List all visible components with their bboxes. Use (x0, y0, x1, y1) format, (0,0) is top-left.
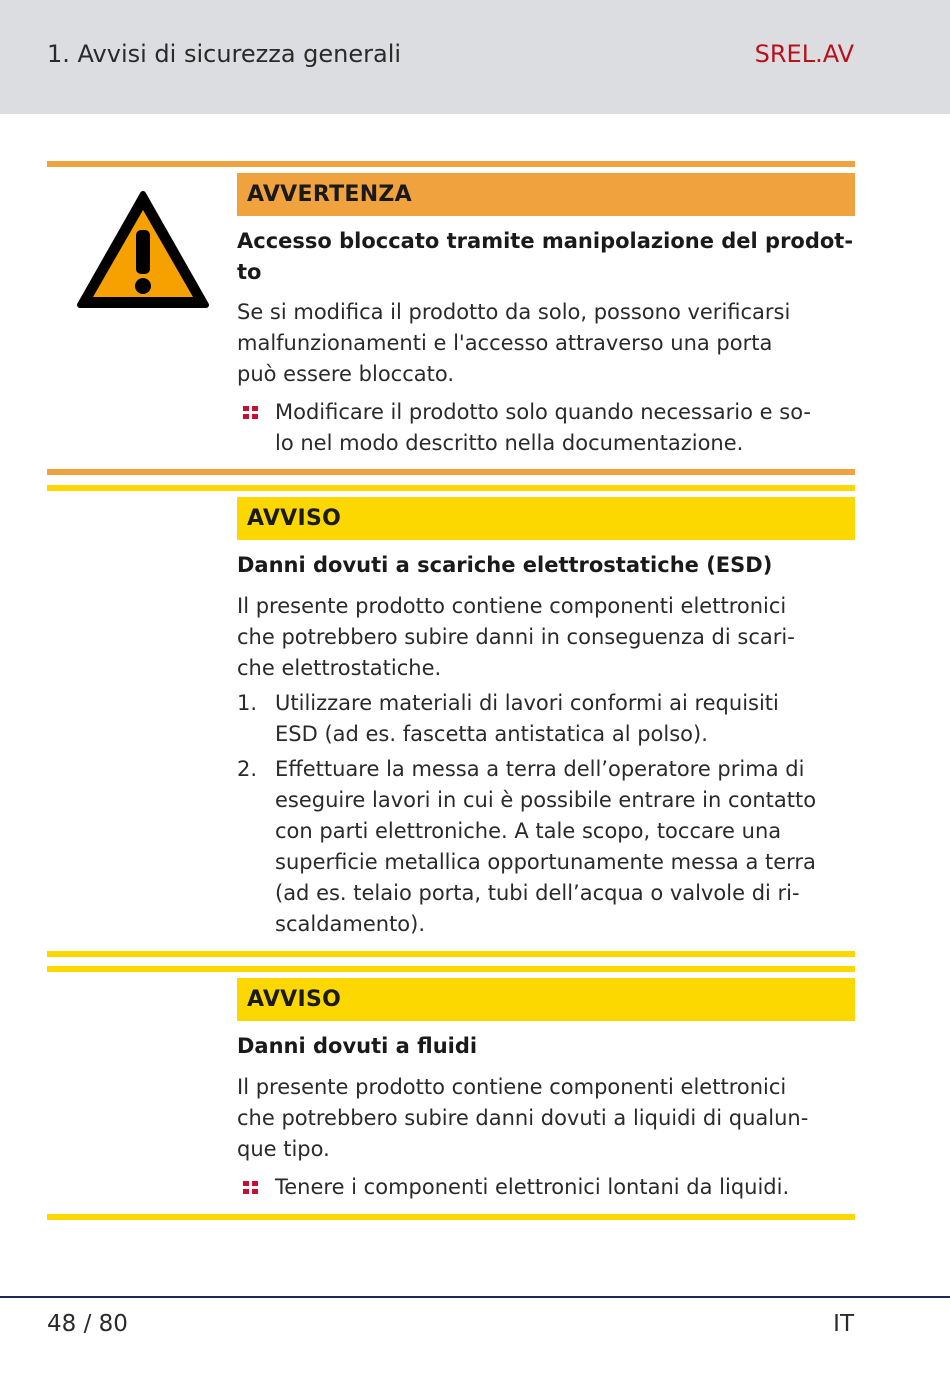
notice-bottom-rule (47, 951, 855, 957)
list-item: Modificare il prodotto solo quando necessario e so- lo nel modo descritto nella documentazione. (237, 397, 855, 459)
list-number: 1. (237, 691, 258, 715)
bullet-icon (243, 1181, 259, 1195)
language-code: IT (833, 1311, 854, 1337)
warning-body: Se si modifica il prodotto da solo, possono verificarsi malfunzionamenti e l'accesso attraverso una porta può essere bloccato. (237, 300, 791, 386)
notice-bottom-rule (47, 1214, 855, 1220)
footer-divider (0, 1296, 950, 1298)
page-number: 48 / 80 (47, 1311, 128, 1337)
warning-bottom-rule (47, 469, 855, 475)
section-title: 1. Avvisi di sicurezza generali (47, 40, 402, 68)
list-item: 2. Effettuare la messa a terra dell’operatore prima di eseguire lavori in cui è possibile entrare in contatto con parti elettroniche. A tale scopo, toccare una superficie metallica opportunamente messa a terra (ad es. telaio porta, tubi dell’acqua o valvole di ri- scaldamento). (237, 754, 855, 940)
notice-top-rule (47, 966, 855, 972)
warning-top-rule (47, 161, 855, 167)
notice-level-bar: AVVISO (237, 978, 855, 1021)
list-item: 1. Utilizzare materiali di lavori conformi ai requisiti ESD (ad es. fascetta antistatica al polso). (237, 688, 855, 750)
notice-body: Il presente prodotto contiene componenti elettronici che potrebbero subire danni dovuti a liquidi di qualun- que tipo. (237, 1075, 809, 1161)
warning-level-bar: AVVERTENZA (237, 173, 855, 216)
notice-top-rule (47, 485, 855, 491)
page-header (0, 0, 950, 114)
list-item: Tenere i componenti elettronici lontani da liquidi. (237, 1172, 855, 1203)
notice-level-bar: AVVISO (237, 497, 855, 540)
notice-title: Danni dovuti a scariche elettrostatiche (ESD) (237, 553, 773, 577)
warning-title: Accesso bloccato tramite manipolazione del prodot- to (237, 229, 854, 284)
list-number: 2. (237, 757, 258, 781)
warning-triangle-icon (76, 190, 210, 310)
bullet-icon (243, 406, 259, 420)
brand-label: SREL.AV (754, 40, 854, 68)
notice-title: Danni dovuti a fluidi (237, 1034, 478, 1058)
notice-body: Il presente prodotto contiene componenti elettronici che potrebbero subire danni in conseguenza di scari- che elettrostatiche. (237, 594, 795, 680)
